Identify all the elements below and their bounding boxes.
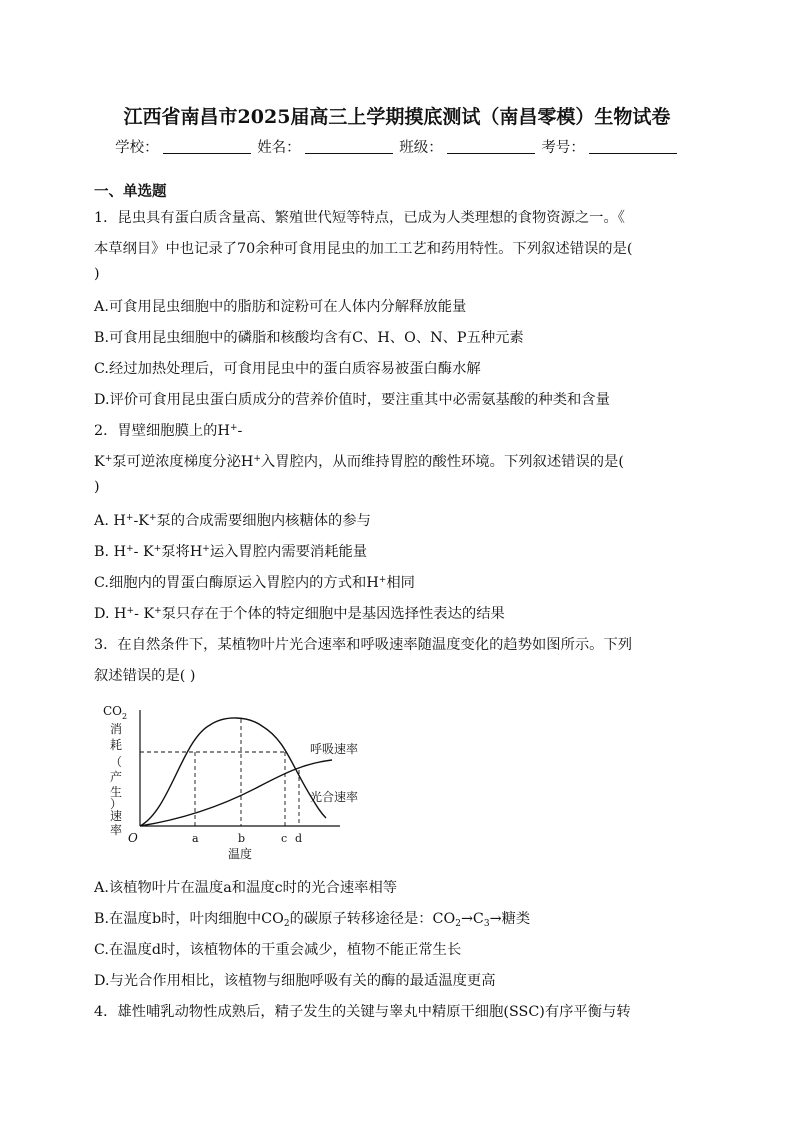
q3-option-b: B.在温度b时，叶肉细胞中$CO_2$的碳原子转移途径是：$CO_2\to C_3\to$糖类 — [94, 911, 531, 929]
x-axis-label: 温度 — [228, 847, 253, 861]
photosynthesis-label: 光合速率 — [310, 790, 359, 804]
q1-option-a: A.可食用昆虫细胞中的脂肪和淀粉可在人体内分解释放能量 — [94, 299, 467, 315]
y-axis-label-char: 率 — [110, 823, 123, 837]
q3-option-c: C.在温度d时，该植物体的干重会减少，植物不能正常生长 — [94, 942, 462, 958]
q4-stem-line-1: 4．雄性哺乳动物性成熟后，精子发生的关键与睾丸中精原干细胞(SSC)有序平衡与转 — [94, 1004, 631, 1020]
q2-option-a: A. H+-K+泵的合成需要细胞内核糖体的参与 — [94, 513, 371, 529]
y-axis-label-char: 耗 — [110, 738, 123, 752]
x-tick-d: d — [295, 832, 303, 845]
q2-stem-line-1: 2．胃壁细胞膜上的H+- — [94, 423, 243, 439]
q2-option-b: B. H+- K+泵将H+运入胃腔内需要消耗能量 — [94, 544, 368, 560]
q2-option-d: D. H+- K+泵只存在于个体的特定细胞中是基因选择性表达的结果 — [94, 606, 505, 622]
x-tick-b: b — [238, 832, 246, 845]
q2-option-c: C.细胞内的胃蛋白酶原运入胃腔内的方式和H+相同 — [94, 575, 415, 591]
q3-stem-line-2: 叙述错误的是( ) — [94, 668, 196, 684]
q1-stem-line-3: ) — [94, 266, 100, 282]
q3-stem-line-1: 3．在自然条件下，某植物叶片光合速率和呼吸速率随温度变化的趋势如图所示。下列 — [94, 637, 633, 653]
q1-option-b: B.可食用昆虫细胞中的磷脂和核酸均含有C、H、O、N、P五种元素 — [94, 330, 524, 346]
q1-option-d: D.评价可食用昆虫蛋白质成分的营养价值时，要注重其中必需氨基酸的种类和含量 — [94, 392, 610, 408]
photosynthesis-curve — [140, 718, 326, 826]
school-label: 学校： — [115, 140, 159, 156]
y-axis-label-char: ） — [110, 797, 123, 811]
q2-stem-line-3: ) — [94, 479, 100, 495]
name-label: 姓名： — [257, 140, 301, 156]
y-axis-label-char: 速 — [110, 809, 123, 823]
guide-lines — [140, 719, 299, 826]
school-blank[interactable] — [163, 139, 251, 154]
x-tick-a: a — [192, 832, 199, 845]
q1-stem-line-1: 1．昆虫具有蛋白质含量高、繁殖世代短等特点，已成为人类理想的食物资源之一。《 — [94, 210, 625, 226]
q1-stem-line-2: 本草纲目》中也记录了70余种可食用昆虫的加工工艺和药用特性。下列叙述错误的是( — [94, 241, 633, 257]
exam-number-blank[interactable] — [589, 139, 677, 154]
temperature-rate-graph — [100, 700, 360, 865]
y-axis-label-co2: $CO_2$ — [103, 704, 128, 721]
class-label: 班级： — [399, 140, 443, 156]
q1-option-c: C.经过加热处理后，可食用昆虫中的蛋白质容易被蛋白酶水解 — [94, 361, 481, 377]
section-heading: 一、单选题 — [94, 183, 167, 200]
exam-title: 江西省南昌市2025届高三上学期摸底测试（南昌零模）生物试卷 — [123, 106, 671, 128]
student-info-row — [0, 136, 794, 157]
respiration-label: 呼吸速率 — [310, 742, 359, 756]
y-axis-label-char: （ — [110, 755, 123, 769]
origin-label: O — [128, 831, 138, 845]
name-blank[interactable] — [305, 139, 393, 154]
exam-number-label: 考号： — [541, 140, 585, 156]
x-tick-c: c — [281, 832, 288, 845]
y-axis-label-char: 生 — [110, 785, 123, 799]
q3-option-d: D.与光合作用相比，该植物与细胞呼吸有关的酶的最适温度更高 — [94, 973, 496, 989]
respiration-curve — [140, 760, 332, 826]
q3-option-a: A.该植物叶片在温度a和温度c时的光合速率相等 — [94, 880, 398, 896]
y-axis-label-char: 消 — [110, 722, 123, 736]
q2-stem-line-2: K+泵可逆浓度梯度分泌H+入胃腔内，从而维持胃腔的酸性环境。下列叙述错误的是( — [94, 454, 624, 470]
class-blank[interactable] — [447, 139, 535, 154]
y-axis-label-char: 产 — [110, 770, 123, 784]
